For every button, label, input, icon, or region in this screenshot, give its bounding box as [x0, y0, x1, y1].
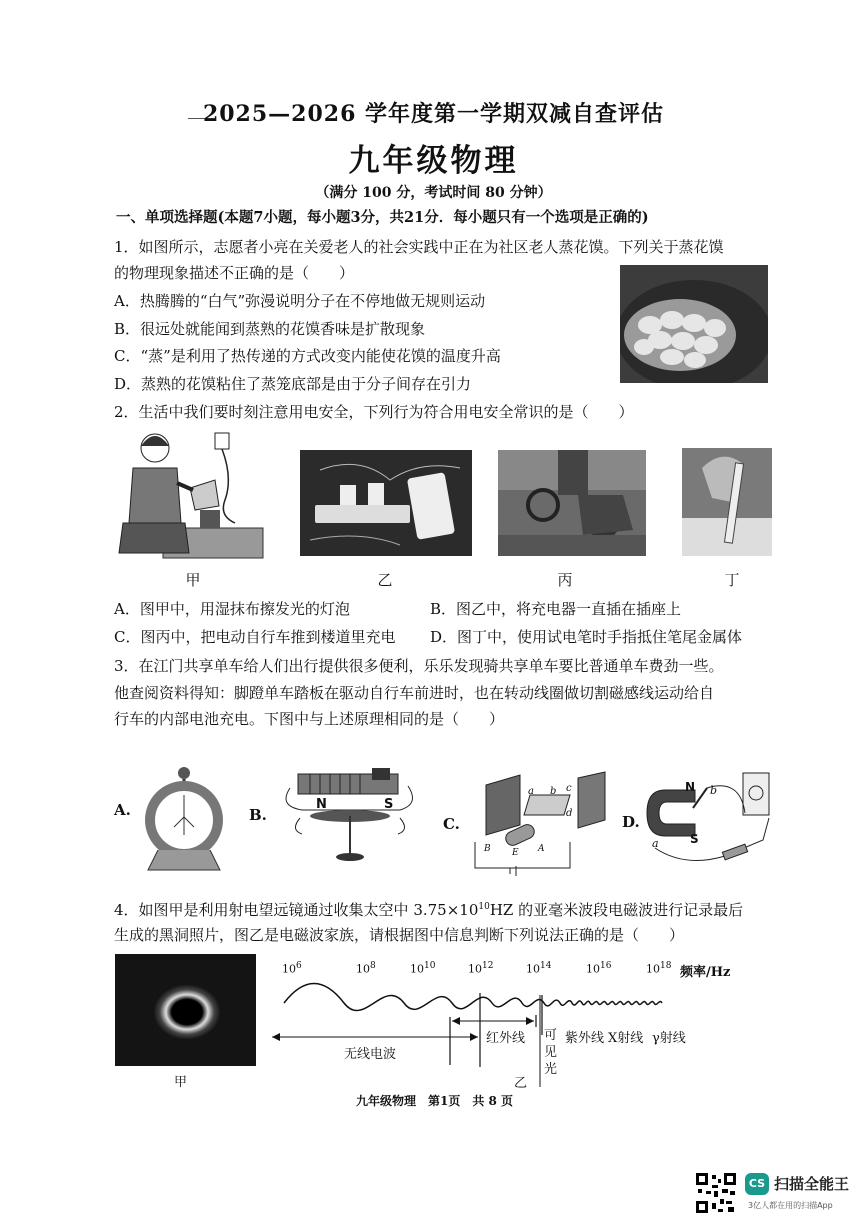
figure-jia-lamp-cleaning [115, 428, 265, 560]
q3-stem-line2: 他查阅资料得知：脚蹬单车踏板在驱动自行车前进时，也在转动线圈做切割磁感线运动给自 [114, 684, 715, 702]
q3-figure-d-generator [645, 768, 773, 876]
section-heading: 一、单项选择题(本题7小题，每小题3分，共21分．每小题只有一个选项是正确的) [116, 209, 649, 226]
freq-unit-label: 频率/Hz [680, 965, 731, 980]
q3-figure-c-label-c: c [566, 783, 572, 794]
band-radio: 无线电波 [344, 1047, 397, 1062]
q4-stem-part-a: 4．如图甲是利用射电望远镜通过收集太空中 3.75×10 [114, 901, 479, 919]
q1-stem-line2: 的物理现象描述不正确的是（ ） [114, 264, 355, 282]
qr-code [694, 1171, 738, 1215]
q3-figure-b-n-label: N [316, 797, 327, 812]
q3-figure-c-magnets [470, 770, 615, 880]
q2-option-c: C．图丙中，把电动自行车推到楼道里充电 [114, 628, 396, 646]
scanner-logo-icon: CS [745, 1173, 769, 1195]
q3-figure-c-label-a: a [528, 786, 534, 797]
q3-figure-d-a-label: a [652, 837, 659, 850]
q3-figure-c-label-e: E [512, 848, 519, 858]
q3-figure-d-s-label: S [690, 832, 699, 846]
figure-yi-charger-photo [300, 450, 472, 556]
q2-option-a: A．图甲中，用湿抹布擦发光的灯泡 [114, 600, 350, 618]
freq-label-1e16: $10^{16}$ [586, 961, 612, 976]
q3-figure-b-s-label: S [384, 797, 394, 812]
q4-stem-line2: 生成的黑洞照片，图乙是电磁波家族，请根据图中信息判断下列说法正确的是（ ） [114, 926, 685, 944]
band-ultraviolet: 紫外线 [565, 1031, 605, 1046]
freq-label-1e18: $10^{18}$ [646, 961, 672, 976]
q4-stem-line1 [114, 897, 743, 920]
q1-stem-line1: 1．如图所示，志愿者小亮在关爱老人的社会实践中正在为社区老人蒸花馍。下列关于蒸花馍 [114, 238, 724, 256]
exam-title: 2025—2026 学年度第一学期双减自查评估 [202, 101, 665, 127]
steamed-buns-photo [620, 265, 768, 383]
spectrum-caption: 乙 [514, 1076, 528, 1091]
q3-figure-c-label-a-upper: A [538, 844, 545, 854]
q3-figure-c-label-b-upper: B [484, 844, 491, 854]
freq-label-1e12: $10^{12}$ [468, 961, 494, 976]
caption-yi: 乙 [377, 571, 393, 589]
band-xray: X射线 [608, 1031, 644, 1046]
q4-stem-part-b: HZ 的亚毫米波段电磁波进行记录最后 [489, 901, 744, 919]
figure-bing-ebike-photo [498, 450, 646, 556]
black-hole-caption: 甲 [174, 1075, 188, 1090]
q1-option-a: A．热腾腾的“白气”弥漫说明分子在不停地做无规则运动 [114, 292, 486, 310]
q2-stem: 2．生活中我们要时刻注意用电安全，下列行为符合用电安全常识的是（ ） [114, 403, 634, 421]
q3-label-c: C. [443, 815, 460, 833]
q1-option-c: C．“蒸”是利用了热传递的方式改变内能使花馍的温度升高 [114, 347, 501, 365]
caption-bing: 丙 [557, 571, 573, 589]
q2-option-d: D．图丁中，使用试电笔时手指抵住笔尾金属体 [430, 628, 743, 646]
band-visible: 可见光 [544, 1028, 558, 1077]
q3-figure-d-b-label: b [710, 784, 718, 797]
q3-stem-line1: 3．在江门共享单车给人们出行提供很多便利，乐乐发现骑共享单车要比普通单车费劲一些。 [114, 657, 724, 675]
q1-option-b: B．很远处就能闻到蒸熟的花馍香味是扩散现象 [114, 320, 426, 338]
band-gamma: γ射线 [652, 1031, 686, 1046]
q3-label-b: B. [249, 806, 267, 824]
freq-label-1e10: $10^{10}$ [410, 961, 436, 976]
exam-info: （满分 100 分，考试时间 80 分钟） [315, 185, 552, 201]
freq-label-1e6: $10^6$ [282, 961, 302, 976]
q3-figure-b-solenoid [280, 768, 420, 863]
page-footer: 九年级物理 第1页 共 8 页 [356, 1094, 514, 1108]
caption-jia: 甲 [185, 571, 201, 589]
freq-label-1e8: $10^8$ [356, 961, 376, 976]
q3-figure-c-label-b: b [550, 786, 557, 797]
q3-stem-line3: 行车的内部电池充电。下图中与上述原理相同的是（ ） [114, 710, 505, 728]
figure-ding-test-pen-photo [682, 448, 772, 556]
q4-stem-exponent: 10 [478, 902, 490, 912]
freq-label-1e14: $10^{14}$ [526, 961, 552, 976]
scanner-tagline: 3亿人都在用的扫描App [748, 1201, 833, 1210]
subject-title: 九年级物理 [348, 143, 519, 179]
q3-figure-a-ring [140, 765, 230, 875]
q3-figure-c-label-d: d [566, 808, 573, 819]
q3-label-a: A. [114, 801, 131, 819]
q3-label-d: D. [622, 813, 640, 831]
band-infrared: 红外线 [486, 1031, 526, 1046]
q3-figure-d-n-label: N [685, 780, 696, 794]
q2-option-b: B．图乙中，将充电器一直插在插座上 [430, 600, 682, 618]
steamed-buns-image [620, 265, 768, 383]
q1-option-d: D．蒸熟的花馍粘住了蒸笼底部是由于分子间存在引力 [114, 375, 472, 393]
black-hole-photo [115, 954, 256, 1066]
caption-ding: 丁 [724, 571, 740, 589]
scanner-brand: 扫描全能王 [774, 1175, 850, 1193]
